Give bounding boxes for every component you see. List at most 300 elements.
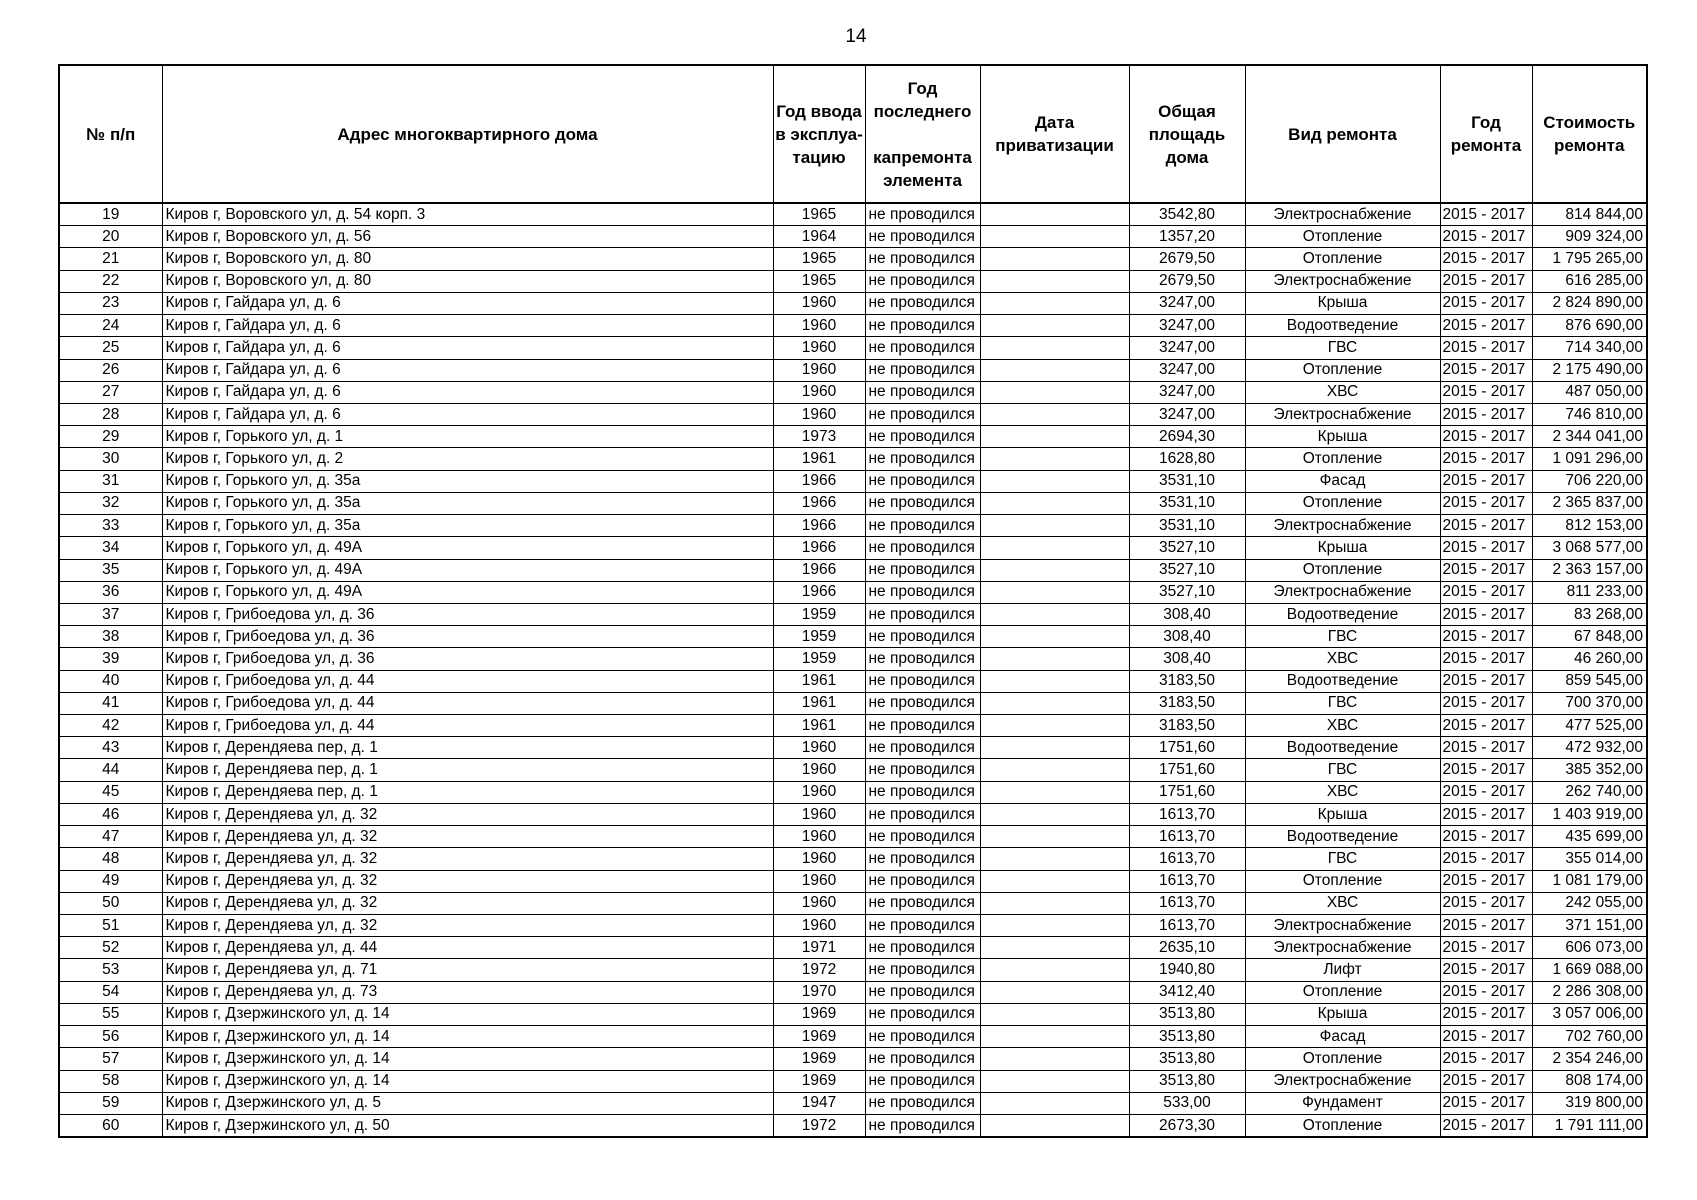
cell-repair-year: 2015 - 2017	[1440, 959, 1532, 981]
cell-cost: 3 068 577,00	[1532, 537, 1647, 559]
cell-year-in: 1960	[773, 759, 865, 781]
cell-area: 3513,80	[1129, 1048, 1245, 1070]
table-row	[59, 803, 1647, 825]
cell-area: 1751,60	[1129, 737, 1245, 759]
cell-repair-year: 2015 - 2017	[1440, 381, 1532, 403]
cell-cost: 876 690,00	[1532, 315, 1647, 337]
table-row	[59, 648, 1647, 670]
cell-num: 28	[59, 403, 162, 425]
cell-year-in: 1960	[773, 870, 865, 892]
cell-repair-year: 2015 - 2017	[1440, 692, 1532, 714]
cell-repair-type: Электроснабжение	[1245, 1070, 1440, 1092]
cell-num: 55	[59, 1003, 162, 1025]
cell-address: Киров г, Дерендяева ул, д. 32	[162, 915, 773, 937]
cell-year-in: 1959	[773, 626, 865, 648]
cell-num: 59	[59, 1092, 162, 1114]
cell-last-capital-repair: не проводился	[865, 759, 980, 781]
header-last-cap-top: Год последнего	[873, 78, 972, 121]
cell-privatization	[980, 581, 1129, 603]
cell-num: 29	[59, 426, 162, 448]
cell-last-capital-repair: не проводился	[865, 937, 980, 959]
table-row	[59, 403, 1647, 425]
cell-area: 1751,60	[1129, 759, 1245, 781]
cell-repair-year: 2015 - 2017	[1440, 715, 1532, 737]
cell-address: Киров г, Гайдара ул, д. 6	[162, 381, 773, 403]
cell-year-in: 1960	[773, 315, 865, 337]
table-row	[59, 470, 1647, 492]
cell-privatization	[980, 270, 1129, 292]
cell-last-capital-repair: не проводился	[865, 670, 980, 692]
table-row	[59, 359, 1647, 381]
cell-area: 3542,80	[1129, 203, 1245, 226]
cell-privatization	[980, 1026, 1129, 1048]
cell-repair-year: 2015 - 2017	[1440, 1070, 1532, 1092]
cell-address: Киров г, Горького ул, д. 35а	[162, 515, 773, 537]
cell-repair-year: 2015 - 2017	[1440, 1114, 1532, 1137]
cell-address: Киров г, Воровского ул, д. 80	[162, 248, 773, 270]
cell-cost: 706 220,00	[1532, 470, 1647, 492]
table-body	[59, 203, 1647, 1137]
cell-address: Киров г, Дерендяева ул, д. 32	[162, 803, 773, 825]
cell-repair-type: Крыша	[1245, 803, 1440, 825]
header-address: Адрес многоквартирного дома	[162, 65, 773, 203]
cell-address: Киров г, Дерендяева ул, д. 32	[162, 892, 773, 914]
cell-num: 24	[59, 315, 162, 337]
table-row	[59, 226, 1647, 248]
cell-repair-year: 2015 - 2017	[1440, 848, 1532, 870]
cell-cost: 700 370,00	[1532, 692, 1647, 714]
cell-repair-year: 2015 - 2017	[1440, 403, 1532, 425]
cell-cost: 714 340,00	[1532, 337, 1647, 359]
cell-cost: 385 352,00	[1532, 759, 1647, 781]
cell-area: 1357,20	[1129, 226, 1245, 248]
cell-last-capital-repair: не проводился	[865, 870, 980, 892]
cell-area: 1628,80	[1129, 448, 1245, 470]
cell-privatization	[980, 1003, 1129, 1025]
cell-year-in: 1960	[773, 803, 865, 825]
cell-year-in: 1966	[773, 581, 865, 603]
table-row	[59, 248, 1647, 270]
cell-address: Киров г, Воровского ул, д. 54 корп. 3	[162, 203, 773, 226]
cell-cost: 606 073,00	[1532, 937, 1647, 959]
cell-cost: 262 740,00	[1532, 781, 1647, 803]
cell-year-in: 1960	[773, 737, 865, 759]
cell-last-capital-repair: не проводился	[865, 648, 980, 670]
cell-repair-year: 2015 - 2017	[1440, 1092, 1532, 1114]
cell-privatization	[980, 337, 1129, 359]
cell-privatization	[980, 448, 1129, 470]
table-row	[59, 381, 1647, 403]
cell-num: 37	[59, 603, 162, 625]
cell-cost: 814 844,00	[1532, 203, 1647, 226]
cell-cost: 746 810,00	[1532, 403, 1647, 425]
cell-year-in: 1966	[773, 559, 865, 581]
cell-num: 35	[59, 559, 162, 581]
cell-year-in: 1969	[773, 1070, 865, 1092]
cell-year-in: 1961	[773, 715, 865, 737]
cell-repair-type: Фасад	[1245, 470, 1440, 492]
cell-address: Киров г, Воровского ул, д. 80	[162, 270, 773, 292]
cell-repair-year: 2015 - 2017	[1440, 626, 1532, 648]
cell-address: Киров г, Дзержинского ул, д. 14	[162, 1048, 773, 1070]
cell-last-capital-repair: не проводился	[865, 226, 980, 248]
cell-privatization	[980, 759, 1129, 781]
cell-repair-year: 2015 - 2017	[1440, 337, 1532, 359]
cell-address: Киров г, Дерендяева ул, д. 32	[162, 826, 773, 848]
cell-num: 42	[59, 715, 162, 737]
table-row	[59, 737, 1647, 759]
cell-year-in: 1965	[773, 248, 865, 270]
table-row	[59, 1092, 1647, 1114]
table-row	[59, 581, 1647, 603]
cell-address: Киров г, Гайдара ул, д. 6	[162, 403, 773, 425]
cell-cost: 909 324,00	[1532, 226, 1647, 248]
cell-repair-type: Электроснабжение	[1245, 203, 1440, 226]
cell-privatization	[980, 292, 1129, 314]
cell-num: 26	[59, 359, 162, 381]
cell-repair-type: ГВС	[1245, 759, 1440, 781]
cell-num: 57	[59, 1048, 162, 1070]
cell-repair-type: Отопление	[1245, 559, 1440, 581]
cell-year-in: 1966	[773, 470, 865, 492]
cell-repair-type: Отопление	[1245, 248, 1440, 270]
cell-repair-year: 2015 - 2017	[1440, 892, 1532, 914]
cell-privatization	[980, 981, 1129, 1003]
cell-privatization	[980, 670, 1129, 692]
cell-year-in: 1960	[773, 337, 865, 359]
table-row	[59, 848, 1647, 870]
cell-address: Киров г, Дзержинского ул, д. 14	[162, 1070, 773, 1092]
cell-num: 50	[59, 892, 162, 914]
cell-repair-year: 2015 - 2017	[1440, 915, 1532, 937]
cell-year-in: 1961	[773, 670, 865, 692]
cell-last-capital-repair: не проводился	[865, 959, 980, 981]
cell-address: Киров г, Гайдара ул, д. 6	[162, 359, 773, 381]
cell-year-in: 1973	[773, 426, 865, 448]
table-row	[59, 315, 1647, 337]
cell-cost: 371 151,00	[1532, 915, 1647, 937]
cell-last-capital-repair: не проводился	[865, 292, 980, 314]
cell-address: Киров г, Дерендяева пер, д. 1	[162, 737, 773, 759]
cell-repair-year: 2015 - 2017	[1440, 1048, 1532, 1070]
cell-year-in: 1965	[773, 203, 865, 226]
table-row	[59, 1048, 1647, 1070]
table-row	[59, 203, 1647, 226]
cell-repair-type: Отопление	[1245, 870, 1440, 892]
header-repair-type: Вид ремонта	[1245, 65, 1440, 203]
cell-privatization	[980, 737, 1129, 759]
cell-last-capital-repair: не проводился	[865, 848, 980, 870]
cell-privatization	[980, 426, 1129, 448]
cell-last-capital-repair: не проводился	[865, 492, 980, 514]
cell-cost: 1 091 296,00	[1532, 448, 1647, 470]
cell-repair-type: Крыша	[1245, 292, 1440, 314]
cell-last-capital-repair: не проводился	[865, 715, 980, 737]
cell-last-capital-repair: не проводился	[865, 559, 980, 581]
cell-privatization	[980, 692, 1129, 714]
cell-year-in: 1966	[773, 537, 865, 559]
cell-year-in: 1960	[773, 381, 865, 403]
cell-privatization	[980, 648, 1129, 670]
cell-last-capital-repair: не проводился	[865, 270, 980, 292]
cell-cost: 3 057 006,00	[1532, 1003, 1647, 1025]
cell-privatization	[980, 870, 1129, 892]
cell-address: Киров г, Гайдара ул, д. 6	[162, 315, 773, 337]
cell-year-in: 1966	[773, 492, 865, 514]
table-row	[59, 892, 1647, 914]
cell-last-capital-repair: не проводился	[865, 403, 980, 425]
cell-num: 34	[59, 537, 162, 559]
cell-repair-type: Крыша	[1245, 537, 1440, 559]
cell-area: 3247,00	[1129, 381, 1245, 403]
cell-year-in: 1964	[773, 226, 865, 248]
table-row	[59, 515, 1647, 537]
cell-area: 3527,10	[1129, 537, 1245, 559]
cell-address: Киров г, Горького ул, д. 49А	[162, 537, 773, 559]
cell-year-in: 1965	[773, 270, 865, 292]
cell-repair-type: Водоотведение	[1245, 826, 1440, 848]
cell-last-capital-repair: не проводился	[865, 1048, 980, 1070]
cell-privatization	[980, 803, 1129, 825]
table-row	[59, 492, 1647, 514]
cell-address: Киров г, Горького ул, д. 35а	[162, 492, 773, 514]
cell-last-capital-repair: не проводился	[865, 915, 980, 937]
header-year-in: Год ввода в эксплуа-тацию	[773, 65, 865, 203]
cell-repair-type: Фасад	[1245, 1026, 1440, 1048]
cell-repair-year: 2015 - 2017	[1440, 781, 1532, 803]
cell-year-in: 1947	[773, 1092, 865, 1114]
cell-area: 1613,70	[1129, 915, 1245, 937]
cell-num: 30	[59, 448, 162, 470]
table-row	[59, 626, 1647, 648]
cell-num: 48	[59, 848, 162, 870]
cell-repair-year: 2015 - 2017	[1440, 515, 1532, 537]
cell-last-capital-repair: не проводился	[865, 603, 980, 625]
cell-num: 40	[59, 670, 162, 692]
cell-last-capital-repair: не проводился	[865, 515, 980, 537]
cell-cost: 2 175 490,00	[1532, 359, 1647, 381]
cell-repair-type: Электроснабжение	[1245, 515, 1440, 537]
cell-year-in: 1960	[773, 359, 865, 381]
cell-area: 3247,00	[1129, 315, 1245, 337]
cell-repair-year: 2015 - 2017	[1440, 670, 1532, 692]
cell-repair-year: 2015 - 2017	[1440, 559, 1532, 581]
cell-num: 60	[59, 1114, 162, 1137]
cell-num: 31	[59, 470, 162, 492]
cell-last-capital-repair: не проводился	[865, 537, 980, 559]
cell-num: 41	[59, 692, 162, 714]
cell-privatization	[980, 915, 1129, 937]
table-row	[59, 915, 1647, 937]
cell-privatization	[980, 248, 1129, 270]
cell-num: 44	[59, 759, 162, 781]
cell-last-capital-repair: не проводился	[865, 981, 980, 1003]
cell-last-capital-repair: не проводился	[865, 337, 980, 359]
cell-address: Киров г, Дзержинского ул, д. 5	[162, 1092, 773, 1114]
cell-last-capital-repair: не проводился	[865, 803, 980, 825]
table-row	[59, 670, 1647, 692]
cell-area: 3247,00	[1129, 292, 1245, 314]
table-row	[59, 559, 1647, 581]
cell-address: Киров г, Грибоедова ул, д. 36	[162, 648, 773, 670]
cell-privatization	[980, 826, 1129, 848]
cell-area: 3247,00	[1129, 359, 1245, 381]
repair-schedule-table	[58, 64, 1648, 1138]
cell-year-in: 1966	[773, 515, 865, 537]
cell-privatization	[980, 515, 1129, 537]
cell-repair-type: Отопление	[1245, 448, 1440, 470]
cell-year-in: 1971	[773, 937, 865, 959]
cell-privatization	[980, 203, 1129, 226]
cell-repair-year: 2015 - 2017	[1440, 603, 1532, 625]
table-header-row	[59, 65, 1647, 203]
cell-repair-type: Отопление	[1245, 492, 1440, 514]
cell-last-capital-repair: не проводился	[865, 248, 980, 270]
cell-repair-type: Отопление	[1245, 359, 1440, 381]
cell-num: 45	[59, 781, 162, 803]
cell-last-capital-repair: не проводился	[865, 1026, 980, 1048]
cell-area: 308,40	[1129, 603, 1245, 625]
cell-repair-year: 2015 - 2017	[1440, 648, 1532, 670]
cell-privatization	[980, 492, 1129, 514]
cell-cost: 2 286 308,00	[1532, 981, 1647, 1003]
cell-cost: 435 699,00	[1532, 826, 1647, 848]
cell-repair-year: 2015 - 2017	[1440, 203, 1532, 226]
cell-num: 21	[59, 248, 162, 270]
cell-address: Киров г, Грибоедова ул, д. 44	[162, 715, 773, 737]
cell-repair-type: Электроснабжение	[1245, 937, 1440, 959]
cell-area: 2635,10	[1129, 937, 1245, 959]
cell-address: Киров г, Горького ул, д. 2	[162, 448, 773, 470]
cell-repair-type: Отопление	[1245, 1048, 1440, 1070]
cell-privatization	[980, 959, 1129, 981]
cell-repair-type: Отопление	[1245, 1114, 1440, 1137]
cell-num: 19	[59, 203, 162, 226]
cell-privatization	[980, 715, 1129, 737]
cell-privatization	[980, 315, 1129, 337]
table-row	[59, 1026, 1647, 1048]
cell-area: 2679,50	[1129, 248, 1245, 270]
cell-repair-year: 2015 - 2017	[1440, 803, 1532, 825]
cell-last-capital-repair: не проводился	[865, 1092, 980, 1114]
cell-num: 43	[59, 737, 162, 759]
cell-last-capital-repair: не проводился	[865, 1003, 980, 1025]
cell-cost: 242 055,00	[1532, 892, 1647, 914]
cell-repair-type: Лифт	[1245, 959, 1440, 981]
table-row	[59, 292, 1647, 314]
cell-repair-year: 2015 - 2017	[1440, 448, 1532, 470]
header-area: Общая площадь дома	[1129, 65, 1245, 203]
cell-address: Киров г, Дерендяева ул, д. 73	[162, 981, 773, 1003]
table-row	[59, 1070, 1647, 1092]
cell-cost: 355 014,00	[1532, 848, 1647, 870]
cell-area: 2679,50	[1129, 270, 1245, 292]
cell-address: Киров г, Горького ул, д. 49А	[162, 581, 773, 603]
cell-repair-year: 2015 - 2017	[1440, 981, 1532, 1003]
header-last-cap-bottom: капремонта элемента	[873, 147, 972, 190]
cell-area: 3183,50	[1129, 715, 1245, 737]
cell-num: 39	[59, 648, 162, 670]
cell-cost: 2 354 246,00	[1532, 1048, 1647, 1070]
cell-repair-type: ГВС	[1245, 626, 1440, 648]
cell-privatization	[980, 1048, 1129, 1070]
cell-repair-type: Электроснабжение	[1245, 581, 1440, 603]
table-row	[59, 537, 1647, 559]
cell-last-capital-repair: не проводился	[865, 448, 980, 470]
cell-cost: 2 344 041,00	[1532, 426, 1647, 448]
cell-last-capital-repair: не проводился	[865, 781, 980, 803]
cell-privatization	[980, 559, 1129, 581]
cell-last-capital-repair: не проводился	[865, 315, 980, 337]
cell-address: Киров г, Дерендяева ул, д. 32	[162, 870, 773, 892]
cell-cost: 2 363 157,00	[1532, 559, 1647, 581]
cell-cost: 477 525,00	[1532, 715, 1647, 737]
cell-repair-type: Водоотведение	[1245, 315, 1440, 337]
cell-area: 1751,60	[1129, 781, 1245, 803]
cell-address: Киров г, Воровского ул, д. 56	[162, 226, 773, 248]
cell-cost: 1 795 265,00	[1532, 248, 1647, 270]
cell-num: 38	[59, 626, 162, 648]
cell-privatization	[980, 1114, 1129, 1137]
cell-repair-type: Отопление	[1245, 226, 1440, 248]
cell-year-in: 1960	[773, 915, 865, 937]
cell-privatization	[980, 937, 1129, 959]
table-row	[59, 981, 1647, 1003]
cell-privatization	[980, 1092, 1129, 1114]
cell-last-capital-repair: не проводился	[865, 359, 980, 381]
cell-repair-type: Крыша	[1245, 426, 1440, 448]
cell-repair-year: 2015 - 2017	[1440, 1003, 1532, 1025]
cell-repair-type: Фундамент	[1245, 1092, 1440, 1114]
cell-num: 33	[59, 515, 162, 537]
cell-privatization	[980, 603, 1129, 625]
cell-area: 2673,30	[1129, 1114, 1245, 1137]
cell-privatization	[980, 403, 1129, 425]
cell-cost: 2 824 890,00	[1532, 292, 1647, 314]
cell-address: Киров г, Гайдара ул, д. 6	[162, 337, 773, 359]
cell-year-in: 1959	[773, 603, 865, 625]
cell-privatization	[980, 1070, 1129, 1092]
cell-repair-type: Отопление	[1245, 981, 1440, 1003]
header-last-capital-repair	[865, 65, 980, 203]
table-row	[59, 715, 1647, 737]
cell-privatization	[980, 470, 1129, 492]
cell-year-in: 1972	[773, 1114, 865, 1137]
cell-last-capital-repair: не проводился	[865, 626, 980, 648]
cell-address: Киров г, Дерендяева ул, д. 71	[162, 959, 773, 981]
cell-last-capital-repair: не проводился	[865, 581, 980, 603]
cell-area: 308,40	[1129, 626, 1245, 648]
cell-year-in: 1961	[773, 448, 865, 470]
cell-address: Киров г, Дзержинского ул, д. 50	[162, 1114, 773, 1137]
cell-area: 3531,10	[1129, 492, 1245, 514]
cell-cost: 1 669 088,00	[1532, 959, 1647, 981]
cell-area: 1613,70	[1129, 826, 1245, 848]
cell-address: Киров г, Дерендяева пер, д. 1	[162, 781, 773, 803]
cell-repair-type: Крыша	[1245, 1003, 1440, 1025]
cell-last-capital-repair: не проводился	[865, 692, 980, 714]
cell-cost: 67 848,00	[1532, 626, 1647, 648]
cell-address: Киров г, Дерендяева ул, д. 32	[162, 848, 773, 870]
cell-address: Киров г, Дерендяева ул, д. 44	[162, 937, 773, 959]
cell-privatization	[980, 359, 1129, 381]
cell-repair-year: 2015 - 2017	[1440, 470, 1532, 492]
cell-area: 3247,00	[1129, 403, 1245, 425]
cell-last-capital-repair: не проводился	[865, 737, 980, 759]
cell-privatization	[980, 626, 1129, 648]
cell-cost: 46 260,00	[1532, 648, 1647, 670]
cell-last-capital-repair: не проводился	[865, 381, 980, 403]
